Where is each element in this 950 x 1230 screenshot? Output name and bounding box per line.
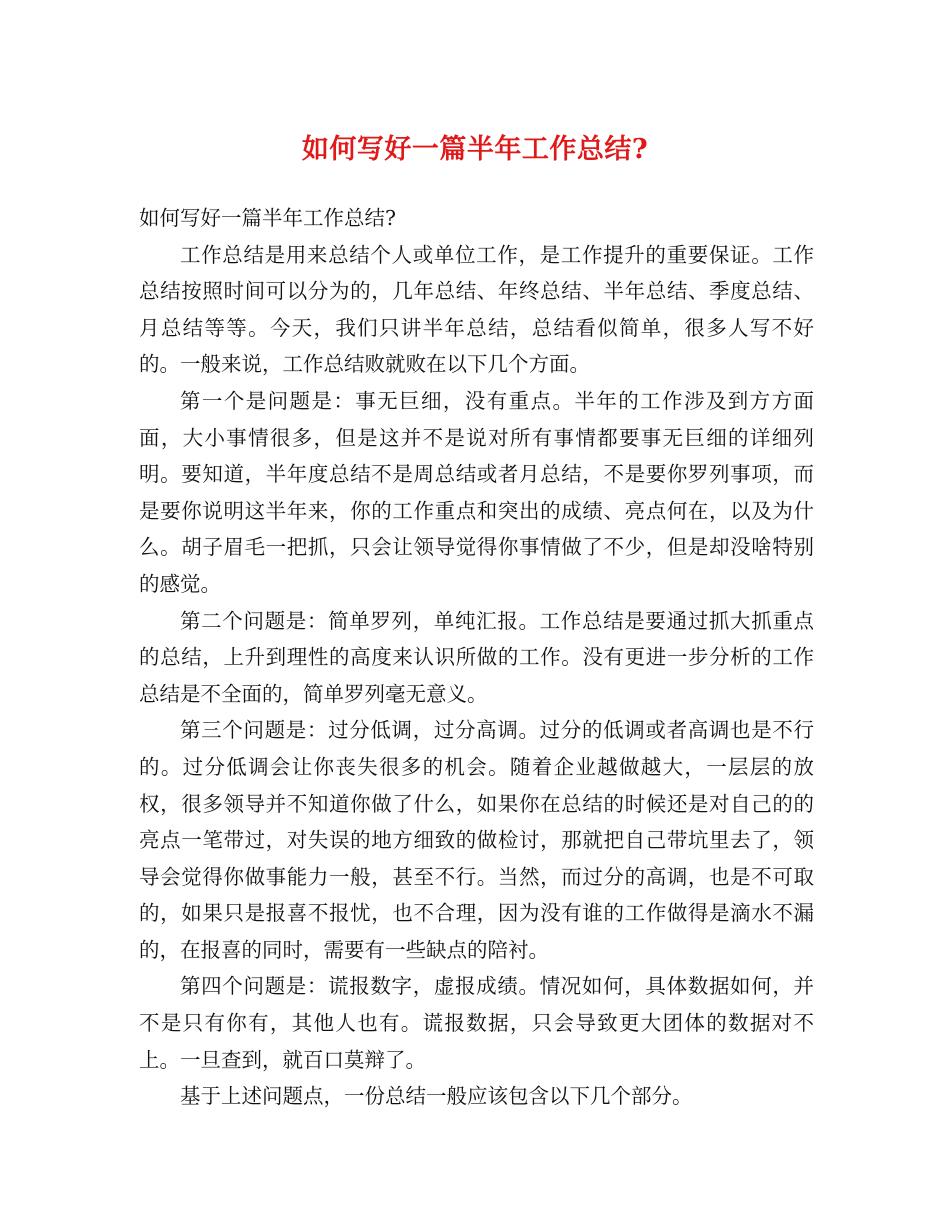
document-title: 如何写好一篇半年工作总结?: [301, 134, 649, 165]
paragraph-problem-one: 第一个是问题是：事无巨细，没有重点。半年的工作涉及到方方面面，大小事情很多，但是这并不是说对所有事情都要事无巨细的详细列明。要知道，半年度总结不是周总结或者月总结，不是要你罗列事项，而是要你说明这半年来，你的工作重点和突出的成绩、亮点何在，以及为什么。胡子眉毛一把抓，只会让领导觉得你事情做了不少，但是却没啥特别的感觉。: [139, 388, 814, 596]
paragraph-problem-three: 第三个问题是：过分低调，过分高调。过分的低调或者高调也是不行的。过分低调会让你丧失很多的机会。随着企业越做越大，一层层的放权，很多领导并不知道你做了什么，如果你在总结的时候还是对自己的的亮点一笔带过，对失误的地方细致的做检讨，那就把自己带坑里去了，领导会觉得你做事能力一般，甚至不行。当然，而过分的高调，也是不可取的，如果只是报喜不报忧，也不合理，因为没有谁的工作做得是滴水不漏的，在报喜的同时，需要有一些缺点的陪衬。: [139, 718, 814, 962]
document-body: [139, 200, 814, 1115]
paragraph-subtitle: 如何写好一篇半年工作总结?: [139, 206, 396, 230]
paragraph-intro: 工作总结是用来总结个人或单位工作，是工作提升的重要保证。工作总结按照时间可以分为的，几年总结、年终总结、半年总结、季度总结、月总结等等。今天，我们只讲半年总结，总结看似简单，很多人写不好的。一般来说，工作总结败就败在以下几个方面。: [139, 242, 814, 377]
paragraph-problem-four: 第四个问题是：谎报数字，虚报成绩。情况如何，具体数据如何，并不是只有你有，其他人也有。谎报数据，只会导致更大团体的数据对不上。一旦查到，就百口莫辩了。: [139, 974, 814, 1072]
paragraph-conclusion: 基于上述问题点，一份总结一般应该包含以下几个部分。: [180, 1084, 693, 1109]
paragraph-problem-two: 第二个问题是：简单罗列，单纯汇报。工作总结是要通过抓大抓重点的总结，上升到理性的高度来认识所做的工作。没有更进一步分析的工作总结是不全面的，简单罗列毫无意义。: [139, 608, 814, 706]
